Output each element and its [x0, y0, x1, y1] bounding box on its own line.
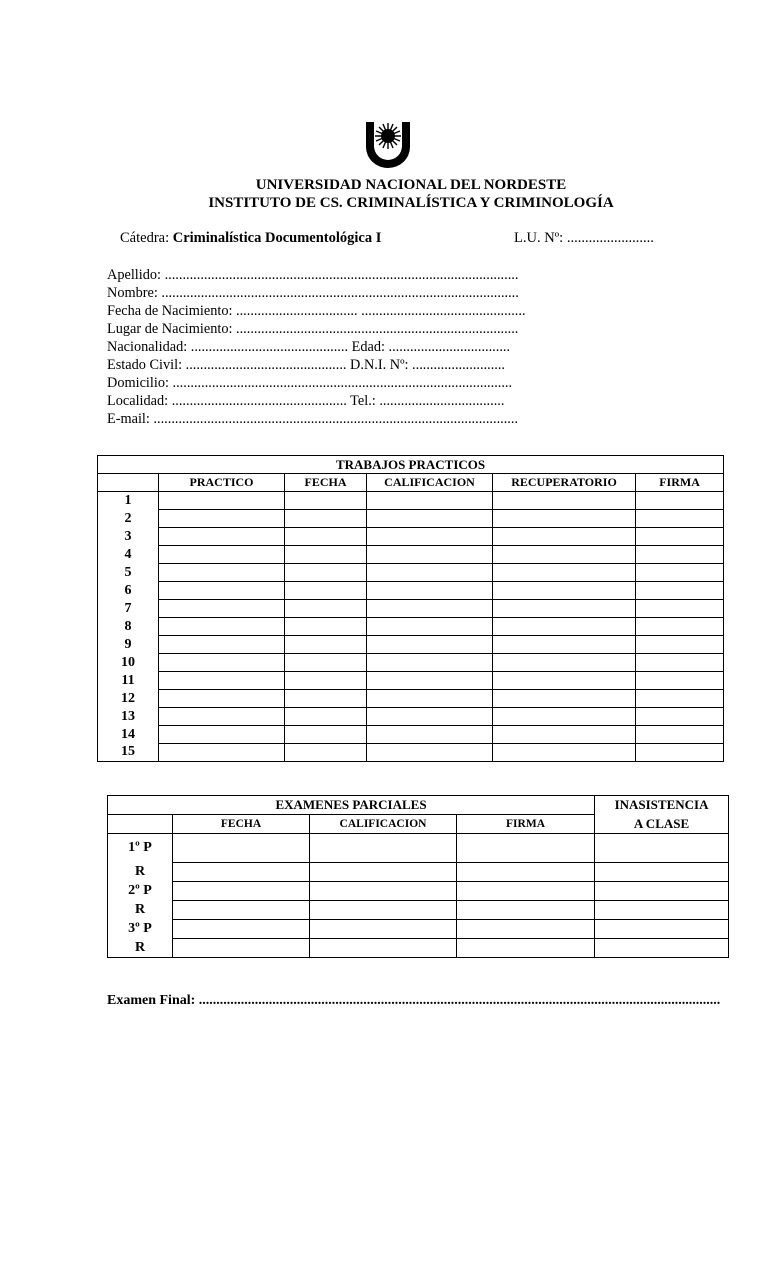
col-fecha: FECHA [285, 474, 367, 492]
table-cell[interactable] [636, 492, 724, 510]
table-cell[interactable] [159, 618, 285, 636]
table-cell[interactable] [636, 654, 724, 672]
table-cell[interactable] [493, 564, 636, 582]
table-cell[interactable] [367, 582, 493, 600]
table-cell[interactable] [493, 744, 636, 762]
table-cell[interactable] [493, 492, 636, 510]
row-number: 6 [98, 582, 159, 600]
col-firma: FIRMA [636, 474, 724, 492]
table-cell[interactable] [457, 901, 595, 920]
table-cell[interactable] [595, 834, 729, 863]
table-row [98, 510, 724, 528]
table-cell[interactable] [367, 654, 493, 672]
table-cell[interactable] [457, 939, 595, 958]
ex-header-blank [108, 815, 173, 834]
row-number: 3 [98, 528, 159, 546]
table-row [108, 834, 729, 863]
table-cell[interactable] [285, 582, 367, 600]
table-cell[interactable] [457, 882, 595, 901]
table-cell[interactable] [367, 690, 493, 708]
table-cell[interactable] [310, 834, 457, 863]
row-number: 7 [98, 600, 159, 618]
table-cell[interactable] [367, 618, 493, 636]
table-cell[interactable] [493, 672, 636, 690]
table-cell[interactable] [173, 882, 310, 901]
exam-label: 1º P [108, 834, 173, 863]
table-row [98, 726, 724, 744]
row-number: 2 [98, 510, 159, 528]
table-cell[interactable] [493, 528, 636, 546]
table-row [108, 920, 729, 939]
university-title: UNIVERSIDAD NACIONAL DEL NORDESTE [255, 177, 567, 193]
catedra-value: Criminalística Documentológica I [172, 230, 382, 246]
table-cell[interactable] [285, 636, 367, 654]
table-cell[interactable] [367, 672, 493, 690]
field-domicilio: Domicilio: ............................................................................................... [107, 375, 513, 391]
table-cell[interactable] [285, 600, 367, 618]
table-cell[interactable] [173, 834, 310, 863]
table-cell[interactable] [636, 564, 724, 582]
table-cell[interactable] [285, 546, 367, 564]
exam-label: R [108, 863, 173, 882]
lu-field: L.U. Nº: ........................ [514, 230, 654, 246]
table-row [98, 528, 724, 546]
table-cell[interactable] [636, 726, 724, 744]
table-cell[interactable] [159, 600, 285, 618]
table-cell[interactable] [493, 600, 636, 618]
row-number: 12 [98, 690, 159, 708]
table-cell[interactable] [285, 672, 367, 690]
table-cell[interactable] [493, 510, 636, 528]
table-cell[interactable] [636, 744, 724, 762]
table-cell[interactable] [493, 636, 636, 654]
row-number: 8 [98, 618, 159, 636]
table-cell[interactable] [310, 882, 457, 901]
table-cell[interactable] [285, 690, 367, 708]
table-row [98, 564, 724, 582]
table-cell[interactable] [367, 708, 493, 726]
table-row [98, 672, 724, 690]
field-estado-civil-dni: Estado Civil: ............................................. D.N.I. Nº: .......................... [107, 357, 505, 373]
table-row [98, 708, 724, 726]
table-cell[interactable] [457, 863, 595, 882]
table-cell[interactable] [493, 618, 636, 636]
table-cell[interactable] [159, 654, 285, 672]
table-cell[interactable] [493, 654, 636, 672]
table-cell[interactable] [636, 636, 724, 654]
ex-col-calificacion: CALIFICACION [310, 815, 457, 834]
table-cell[interactable] [285, 492, 367, 510]
catedra-line [120, 230, 381, 247]
table-cell[interactable] [636, 708, 724, 726]
col-recuperatorio: RECUPERATORIO [493, 474, 636, 492]
table-cell[interactable] [159, 726, 285, 744]
examenes-title: EXAMENES PARCIALES [108, 796, 595, 815]
table-cell[interactable] [493, 582, 636, 600]
table-cell[interactable] [595, 920, 729, 939]
catedra-label: Cátedra: [120, 230, 173, 246]
table-cell[interactable] [285, 708, 367, 726]
table-cell[interactable] [595, 939, 729, 958]
row-number: 9 [98, 636, 159, 654]
row-number: 13 [98, 708, 159, 726]
table-cell[interactable] [285, 618, 367, 636]
table-cell[interactable] [493, 726, 636, 744]
table-cell[interactable] [159, 582, 285, 600]
inasistencia-header: INASISTENCIA [595, 796, 729, 815]
table-row [108, 863, 729, 882]
table-cell[interactable] [173, 901, 310, 920]
table-cell[interactable] [636, 546, 724, 564]
field-apellido: Apellido: ................................................................................................... [107, 267, 519, 283]
table-row [98, 636, 724, 654]
table-cell[interactable] [367, 744, 493, 762]
table-row [98, 582, 724, 600]
table-cell[interactable] [159, 636, 285, 654]
table-cell[interactable] [310, 920, 457, 939]
table-row [98, 654, 724, 672]
row-number: 15 [98, 744, 159, 762]
table-cell[interactable] [285, 564, 367, 582]
table-cell[interactable] [457, 920, 595, 939]
table-row [98, 744, 724, 762]
table-cell[interactable] [173, 920, 310, 939]
exam-label: R [108, 901, 173, 920]
table-cell[interactable] [159, 690, 285, 708]
table-cell[interactable] [367, 510, 493, 528]
field-email: E-mail: ...................................................................................................... [107, 411, 519, 427]
table-cell[interactable] [595, 863, 729, 882]
table-row [108, 939, 729, 958]
field-nombre: Nombre: .................................................................................................... [107, 285, 519, 301]
table-cell[interactable] [285, 654, 367, 672]
table-cell[interactable] [367, 636, 493, 654]
exam-label: 2º P [108, 882, 173, 901]
table-cell[interactable] [457, 834, 595, 863]
table-cell[interactable] [367, 546, 493, 564]
table-cell[interactable] [159, 492, 285, 510]
table-cell[interactable] [159, 510, 285, 528]
table-cell[interactable] [159, 708, 285, 726]
table-row [98, 492, 724, 510]
table-cell[interactable] [367, 528, 493, 546]
table-row [98, 546, 724, 564]
table-cell[interactable] [636, 510, 724, 528]
table-row [98, 618, 724, 636]
table-cell[interactable] [310, 863, 457, 882]
table-cell[interactable] [636, 582, 724, 600]
ex-col-fecha: FECHA [173, 815, 310, 834]
examen-final-line: Examen Final: ..................................................................................................................................................... [107, 993, 721, 1008]
table-cell[interactable] [159, 744, 285, 762]
table-cell[interactable] [285, 510, 367, 528]
table-cell[interactable] [595, 882, 729, 901]
row-number: 4 [98, 546, 159, 564]
field-lugar-nacimiento: Lugar de Nacimiento: ............................................................................... [107, 321, 519, 337]
table-cell[interactable] [367, 492, 493, 510]
row-number: 1 [98, 492, 159, 510]
table-cell[interactable] [636, 690, 724, 708]
table-row [108, 901, 729, 920]
table-cell[interactable] [636, 600, 724, 618]
table-cell[interactable] [173, 863, 310, 882]
table-cell[interactable] [367, 600, 493, 618]
table-cell[interactable] [367, 726, 493, 744]
table-cell[interactable] [310, 939, 457, 958]
table-row [108, 882, 729, 901]
table-row [98, 690, 724, 708]
row-number: 14 [98, 726, 159, 744]
unne-sun-u-logo-icon [364, 122, 412, 168]
table-cell[interactable] [493, 690, 636, 708]
col-practico: PRACTICO [159, 474, 285, 492]
table-cell[interactable] [493, 708, 636, 726]
ex-col-firma: FIRMA [457, 815, 595, 834]
table-cell[interactable] [367, 564, 493, 582]
table-cell[interactable] [159, 672, 285, 690]
table-cell[interactable] [285, 744, 367, 762]
examenes-parciales-table [107, 795, 729, 958]
header-blank [98, 474, 159, 492]
table-cell[interactable] [159, 528, 285, 546]
table-cell[interactable] [310, 901, 457, 920]
table-cell[interactable] [636, 672, 724, 690]
field-localidad-tel: Localidad: ................................................. Tel.: ................................... [107, 393, 505, 409]
exam-label: R [108, 939, 173, 958]
table-cell[interactable] [159, 564, 285, 582]
table-cell[interactable] [636, 528, 724, 546]
table-cell[interactable] [159, 546, 285, 564]
row-number: 10 [98, 654, 159, 672]
col-calificacion: CALIFICACION [367, 474, 493, 492]
table-row [98, 600, 724, 618]
table-cell[interactable] [285, 726, 367, 744]
table-cell[interactable] [636, 618, 724, 636]
field-fecha-nacimiento: Fecha de Nacimiento: .................................. .............................................. [107, 303, 526, 319]
table-cell[interactable] [595, 901, 729, 920]
row-number: 5 [98, 564, 159, 582]
inasistencia-header-2: A CLASE [595, 815, 729, 834]
table-cell[interactable] [285, 528, 367, 546]
row-number: 11 [98, 672, 159, 690]
institute-title: INSTITUTO DE CS. CRIMINALÍSTICA Y CRIMINOLOGÍA [208, 195, 614, 211]
exam-label: 3º P [108, 920, 173, 939]
table-cell[interactable] [493, 546, 636, 564]
trabajos-title: TRABAJOS PRACTICOS [98, 456, 724, 474]
table-cell[interactable] [173, 939, 310, 958]
field-nacionalidad-edad: Nacionalidad: ............................................ Edad: .................................. [107, 339, 511, 355]
trabajos-practicos-table [97, 455, 724, 762]
